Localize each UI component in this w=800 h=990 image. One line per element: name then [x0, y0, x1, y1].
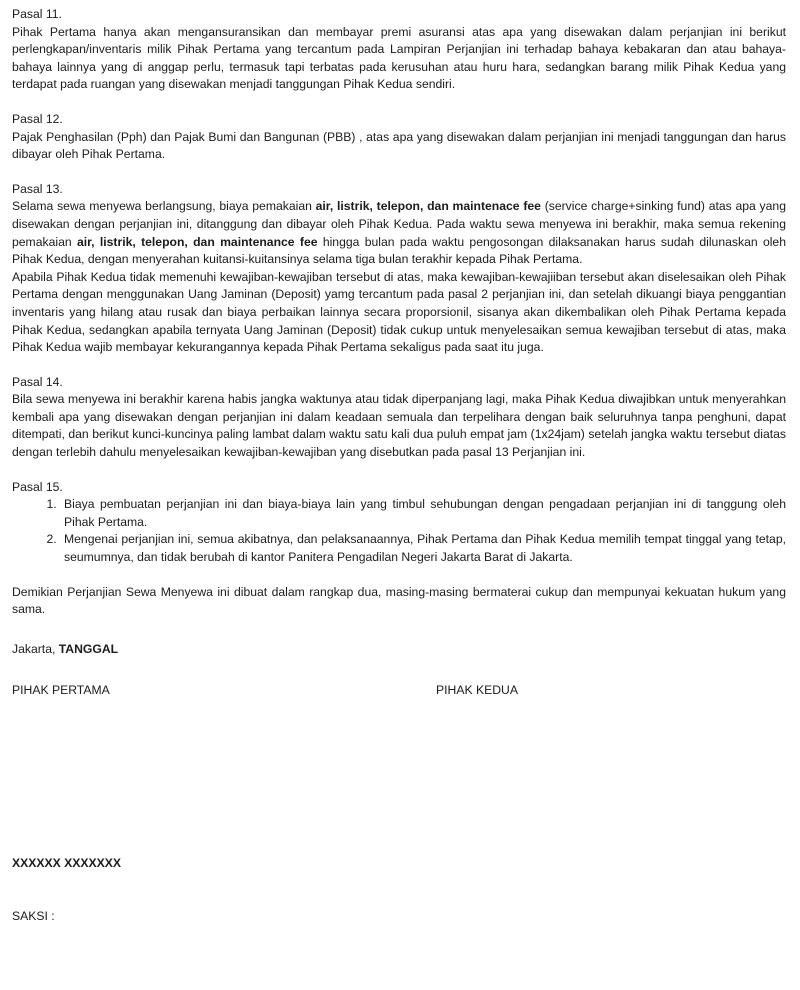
pasal-11: [12, 6, 786, 94]
pasal-text: Pihak Pertama hanya akan mengansuransikan dan membayar premi asuransi atas apa yang disewakan dalam perjanjian ini berikut perlengkapan/inventaris milik Pihak Pertama yang tercantum pada Lampiran Perjanjian ini terhadap bahaya kebakaran dan atau bahaya-bahaya lainnya yang di anggap perlu, termasuk tapi terbatas pada kerusuhan atau huru hara, sedangkan barang milik Pihak Kedua yang terdapat pada ruangan yang disewakan menjadi tanggungan Pihak Kedua sendiri.: [12, 24, 786, 92]
list-item: 2. Mengenai perjanjian ini, semua akibatnya, dan pelaksanaannya, Pihak Pertama dan Pihak Kedua memilih tempat tinggal yang tetap, seumumnya, dan tidak berubah di kantor Panitera Pengadilan Negeri Jakarta Barat di Jakarta.: [60, 531, 786, 566]
pasal-12: [12, 111, 786, 164]
pasal-list: [12, 496, 786, 566]
list-item: 1. Biaya pembuatan perjanjian ini dan biaya-biaya lain yang timbul sehubungan dengan pengadaan perjanjian ini di tanggung oleh Pihak Pertama.: [60, 496, 786, 531]
bold-run: air, listrik, telepon, dan maintenace fee: [315, 199, 541, 214]
party-first-label: PIHAK PERTAMA: [12, 683, 110, 698]
pasal-title: Pasal 15.: [12, 479, 63, 494]
place-date: [12, 641, 786, 659]
text-run: Selama sewa menyewa berlangsung, biaya pemakaian: [12, 199, 316, 214]
date-placeholder: TANGGAL: [58, 641, 119, 656]
pasal-15: [12, 479, 786, 567]
witness-label: SAKSI :: [12, 909, 55, 923]
pasal-14: [12, 374, 786, 462]
signer-name: XXXXXX XXXXXXX: [12, 856, 122, 870]
pasal-title: Pasal 13.: [12, 181, 63, 196]
pasal-title: Pasal 12.: [12, 111, 63, 126]
text-run: (service charge+sinking fund) atas apa yang disewakan dengan perjanjian ini, ditanggung dan dibayar oleh Pihak Kedua. Pada waktu sewa menyewa ini berakhir, maka semua rekening pemakaian: [12, 199, 786, 249]
party-second-label: PIHAK KEDUA: [436, 683, 518, 698]
pasal-title: Pasal 11.: [12, 7, 62, 21]
pasal-text: Pajak Penghasilan (Pph) dan Pajak Bumi dan Bangunan (PBB) , atas apa yang disewakan dalam perjanjian ini menjadi tanggungan dan harus dibayar oleh Pihak Pertama.: [12, 129, 786, 162]
pasal-text: Bila sewa menyewa ini berakhir karena habis jangka waktunya atau tidak diperpanjang lagi, maka Pihak Kedua diwajibkan untuk menyerahkan kembali apa yang disewakan dengan perjanjian ini dalam keadaan semuala dan terpelihara dengan baik seluruhnya tanpa penghuni, dapat ditempati, dan berikut kunci-kuncinya paling lambat dalam waktu satu kali dua puluh empat jam (1x24jam) setelah jangka waktu tersebut diatas dengan terlebih dahulu menyelesaikan kewajiban-kewajiban yang disebutkan pada pasal 13 Perjanjian ini.: [12, 392, 786, 460]
pasal-paragraph: Apabila Pihak Kedua tidak memenuhi kewajiban-kewajiban tersebut di atas, maka kewajiban-kewajiiban tersebut akan diselesaikan oleh Pihak Pertama dengan menggunakan Uang Jaminan (Deposit) yamg tercantum pada pasal 2 perjanjian ini, dan setelah dikuangi biaya penggantian inventaris yang hilang atau rusak dan biaya perbaikan lainnya secara proporsionil, sisanya akan dikembalikan oleh Pihak Pertama kepada Pihak Kedua, sedangkan apabila ternyata Uang Jaminan (Deposit) tidak cukup untuk menyelesaikan semua kewajiban tersebut di atas, maka Pihak Kedua wajib membayar kekurangannya kepada Pihak Pertama sekaligus pada saat itu juga.: [12, 269, 786, 355]
place-label: Jakarta,: [12, 641, 59, 656]
bold-run: air, listrik, telepon, dan maintenance fee: [76, 234, 318, 249]
parties-row: [12, 682, 786, 700]
pasal-title: Pasal 14.: [12, 374, 63, 389]
closing-statement: Demikian Perjanjian Sewa Menyewa ini dibuat dalam rangkap dua, masing-masing bermaterai cukup dan mempunyai kekuatan hukum yang sama.: [12, 584, 786, 617]
text-run: hingga bulan pada waktu pengosongan dilaksanakan harus sudah dilunaskan oleh Pihak Kedua, dengan menyerahan kuitansi-kuitansinya selama tiga bulan terakhir kepada Pihak Pertama.: [12, 234, 786, 267]
pasal-paragraph: [12, 198, 786, 268]
pasal-13: [12, 181, 786, 357]
